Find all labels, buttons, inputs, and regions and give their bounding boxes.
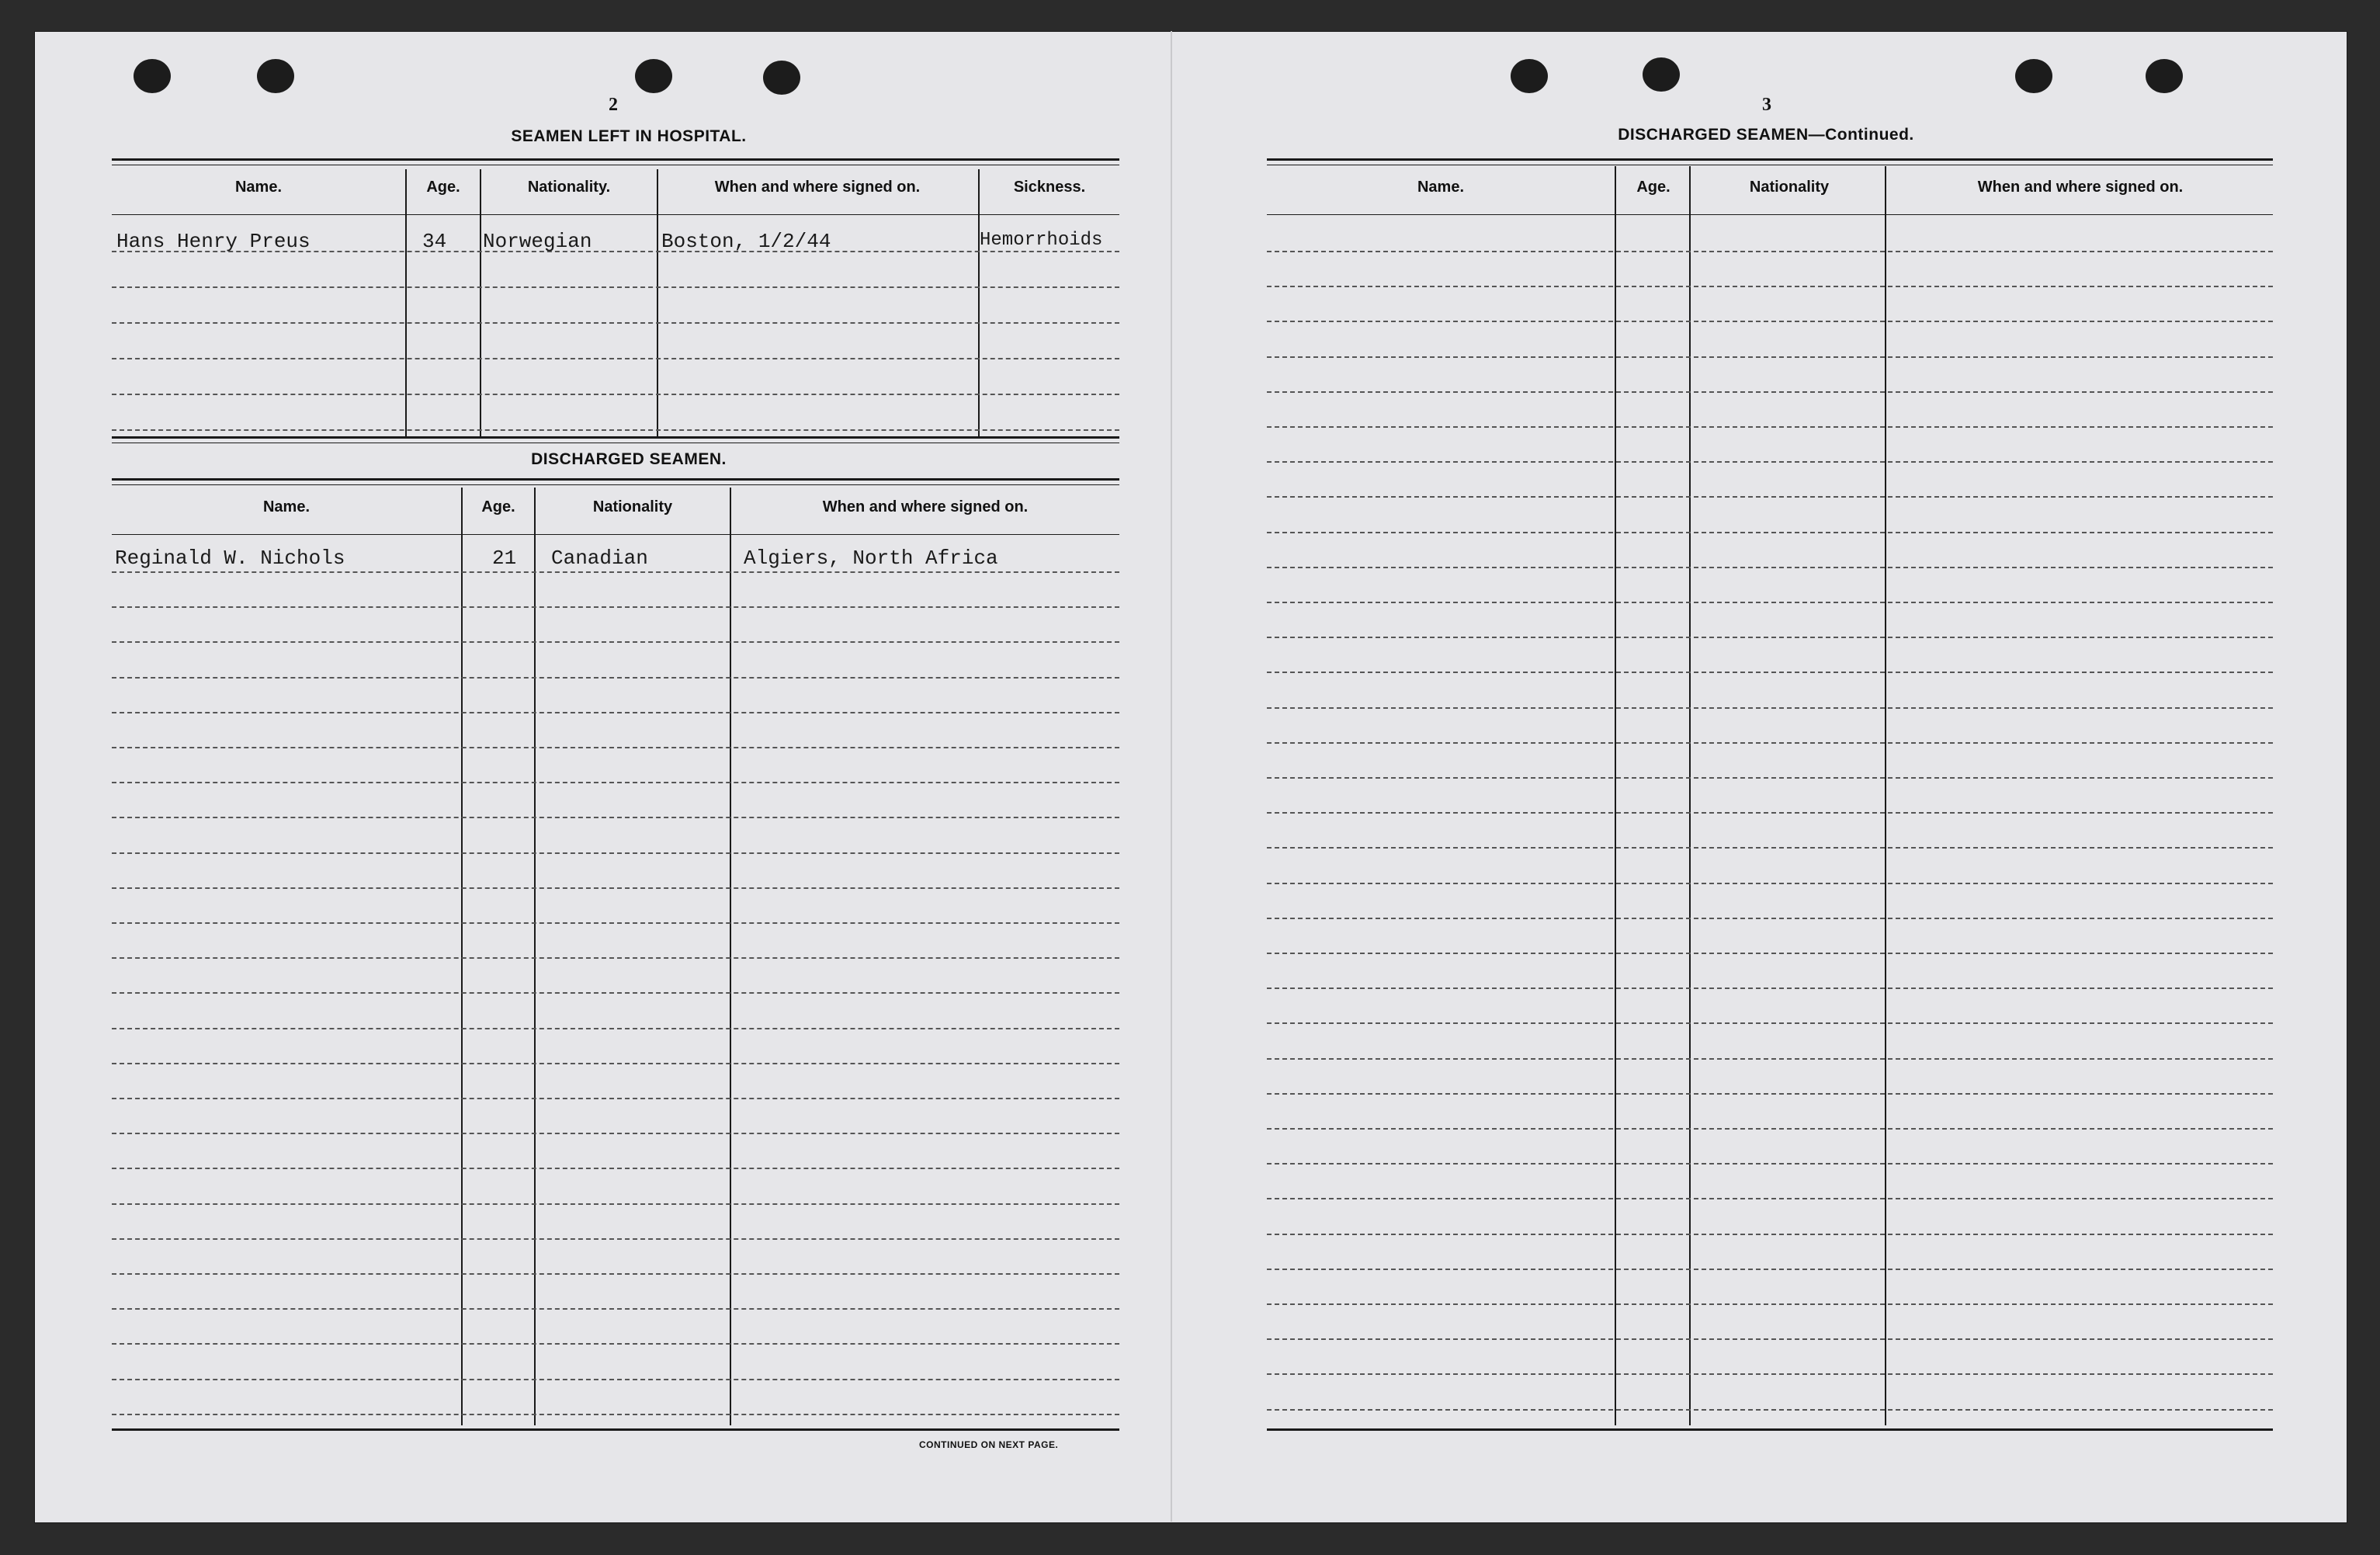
row-line xyxy=(1267,321,2273,322)
row-line xyxy=(112,1028,1119,1029)
row-line xyxy=(112,1343,1119,1345)
row-line xyxy=(112,1308,1119,1310)
hospital-row-line xyxy=(112,286,1119,288)
hospital-col-age: Age. xyxy=(426,179,460,196)
page-number-right: 3 xyxy=(1762,95,1771,115)
row-line xyxy=(112,1133,1119,1134)
hospital-col-signed-on: When and where signed on. xyxy=(714,179,921,196)
continued-note: CONTINUED ON NEXT PAGE. xyxy=(919,1439,1059,1450)
row-line xyxy=(1267,426,2273,428)
row-line xyxy=(1267,742,2273,744)
discharged-top-rule xyxy=(112,478,1119,481)
row-line xyxy=(1267,391,2273,393)
row-line xyxy=(112,1168,1119,1169)
discharged-header-rule xyxy=(112,534,1119,535)
discharged-continued-title: DISCHARGED SEAMEN—Continued. xyxy=(1618,126,1914,144)
hospital-divider xyxy=(657,169,658,436)
row-line xyxy=(112,817,1119,818)
hospital-entry-sickness: Hemorrhoids xyxy=(980,230,1103,251)
discharged-col-nationality: Nationality xyxy=(592,498,673,515)
punch-hole xyxy=(257,59,294,93)
page-number-left: 2 xyxy=(609,95,618,115)
row-line xyxy=(1267,918,2273,919)
row-line xyxy=(112,852,1119,854)
punch-hole xyxy=(134,59,171,93)
hospital-row-line xyxy=(112,429,1119,431)
row-line xyxy=(1267,637,2273,638)
right-divider xyxy=(1689,166,1691,1425)
row-line xyxy=(1267,1093,2273,1095)
row-line xyxy=(1267,1373,2273,1375)
right-divider xyxy=(1615,166,1616,1425)
right-col-signed-on: When and where signed on. xyxy=(1977,179,2184,196)
row-line xyxy=(1267,251,2273,252)
hospital-title: SEAMEN LEFT IN HOSPITAL. xyxy=(511,127,747,145)
row-line xyxy=(1267,567,2273,568)
row-line xyxy=(1267,602,2273,603)
row-line xyxy=(112,641,1119,643)
row-line xyxy=(112,1414,1119,1415)
row-line xyxy=(112,957,1119,959)
discharged-entry-age: 21 xyxy=(492,547,517,570)
row-line xyxy=(1267,672,2273,673)
discharged-col-signed-on: When and where signed on. xyxy=(822,498,1029,515)
hospital-row-line xyxy=(112,358,1119,359)
row-line xyxy=(112,747,1119,748)
row-line xyxy=(1267,496,2273,498)
row-line xyxy=(1267,777,2273,779)
row-line xyxy=(1267,1234,2273,1235)
hospital-entry-nationality: Norwegian xyxy=(483,230,592,253)
right-col-nationality: Nationality xyxy=(1749,179,1830,196)
right-col-age: Age. xyxy=(1636,179,1671,196)
hospital-top-rule xyxy=(112,158,1119,161)
discharged-divider xyxy=(461,488,463,1425)
punch-hole xyxy=(635,59,672,93)
punch-hole xyxy=(2146,59,2183,93)
hospital-entry-name: Hans Henry Preus xyxy=(116,230,311,253)
hospital-col-name: Name. xyxy=(234,179,283,196)
discharged-title: DISCHARGED SEAMEN. xyxy=(531,450,727,468)
row-line xyxy=(112,1098,1119,1099)
row-line xyxy=(1267,356,2273,358)
row-line xyxy=(1267,1409,2273,1411)
row-line xyxy=(112,887,1119,889)
row-line xyxy=(1267,1058,2273,1060)
row-line xyxy=(1267,1128,2273,1130)
row-line xyxy=(112,1273,1119,1275)
hospital-header-rule xyxy=(112,214,1119,215)
hospital-entry-signed-on: Boston, 1/2/44 xyxy=(661,230,831,253)
discharged-divider xyxy=(730,488,731,1425)
discharged-entry-name: Reginald W. Nichols xyxy=(115,547,345,570)
discharged-col-age: Age. xyxy=(481,498,515,515)
row-line xyxy=(112,1063,1119,1064)
hospital-col-nationality: Nationality. xyxy=(527,179,611,196)
hospital-entry-age: 34 xyxy=(422,230,447,253)
right-divider xyxy=(1885,166,1886,1425)
row-line xyxy=(1267,707,2273,709)
discharged-bottom-rule xyxy=(112,1428,1119,1431)
hospital-divider xyxy=(480,169,481,436)
row-line xyxy=(1267,883,2273,884)
row-line xyxy=(1267,953,2273,954)
right-bottom-rule xyxy=(1267,1428,2273,1431)
row-line xyxy=(1267,532,2273,533)
discharged-entry-nationality: Canadian xyxy=(551,547,648,570)
hospital-bottom-rule xyxy=(112,436,1119,439)
punch-hole xyxy=(1511,59,1548,93)
punch-hole xyxy=(763,61,800,95)
right-top-rule xyxy=(1267,158,2273,161)
row-line xyxy=(1267,847,2273,849)
right-col-name: Name. xyxy=(1417,179,1465,196)
row-line xyxy=(1267,1022,2273,1024)
row-line xyxy=(1267,286,2273,287)
punch-hole xyxy=(1643,57,1680,92)
row-line xyxy=(112,782,1119,783)
hospital-divider xyxy=(405,169,407,436)
discharged-entry-signed-on: Algiers, North Africa xyxy=(744,547,998,570)
row-line xyxy=(112,1379,1119,1380)
row-line xyxy=(1267,1338,2273,1340)
row-line xyxy=(1267,812,2273,814)
page-fold xyxy=(1171,31,1172,1522)
row-line xyxy=(1267,987,2273,989)
right-header-rule xyxy=(1267,214,2273,215)
row-line xyxy=(1267,461,2273,463)
punch-hole xyxy=(2015,59,2052,93)
hospital-row-line xyxy=(112,322,1119,324)
discharged-divider xyxy=(534,488,536,1425)
hospital-col-sickness: Sickness. xyxy=(1013,179,1086,196)
discharged-col-name: Name. xyxy=(262,498,311,515)
row-line xyxy=(112,922,1119,924)
row-line xyxy=(112,712,1119,713)
row-line xyxy=(112,1203,1119,1205)
row-line xyxy=(112,992,1119,994)
row-line xyxy=(1267,1163,2273,1165)
row-line xyxy=(112,571,1119,573)
row-line xyxy=(112,606,1119,608)
row-line xyxy=(112,677,1119,679)
hospital-divider xyxy=(978,169,980,436)
row-line xyxy=(112,1238,1119,1240)
hospital-row-line xyxy=(112,394,1119,395)
row-line xyxy=(1267,1303,2273,1305)
row-line xyxy=(1267,1198,2273,1199)
row-line xyxy=(1267,1269,2273,1270)
